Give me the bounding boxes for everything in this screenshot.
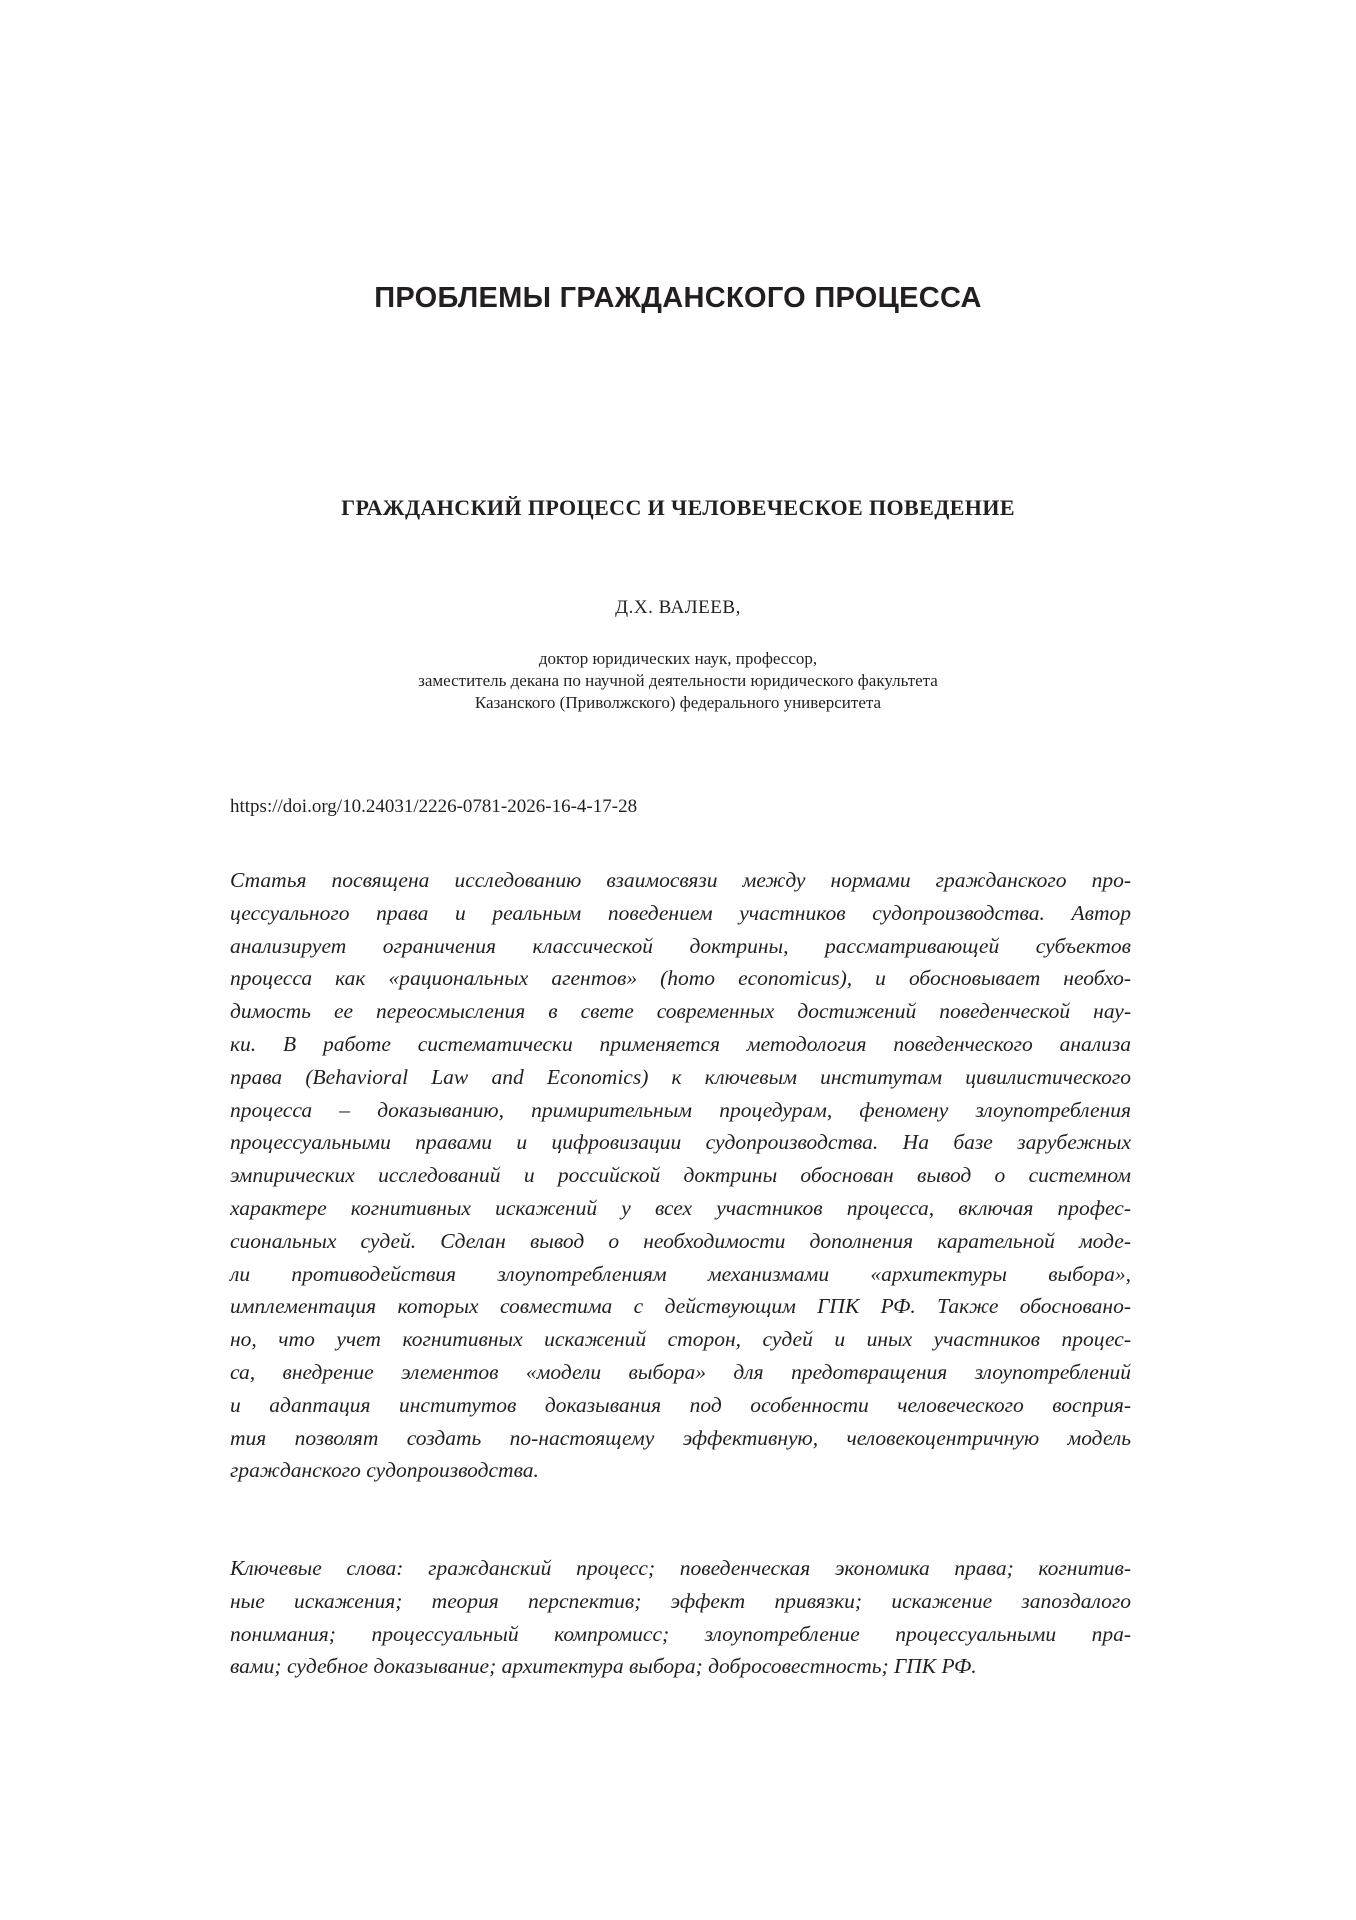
section-heading: ПРОБЛЕМЫ ГРАЖДАНСКОГО ПРОЦЕССА [374,282,982,314]
abstract-line: гражданского судопроизводства. [230,1458,539,1483]
abstract-line: эмпирических исследований и российской доктрины обоснован вывод о системном [230,1163,1131,1188]
keywords-line: вами; судебное доказывание; архитектура выбора; добросовестность; ГПК РФ. [230,1654,977,1679]
keywords [230,1552,1131,1683]
author-name: Д.Х. ВАЛЕЕВ, [615,597,741,618]
abstract-line: имплементация которых совместима с действующим ГПК РФ. Также обосновано- [230,1294,1131,1319]
abstract-line: Статья посвящена исследованию взаимосвязи между нормами гражданского про- [230,868,1131,892]
abstract-line: са, внедрение элементов «модели выбора» для предотвращения злоупотреблений [230,1359,1131,1384]
abstract-line: цессуального права и реальным поведением участников судопроизводства. Автор [230,900,1131,925]
abstract-line: димость ее переосмысления в свете современных достижений поведенческой нау- [230,999,1131,1024]
author-affiliation [0,648,1356,714]
abstract-line: сиональных судей. Сделан вывод о необходимости дополнения карательной моде- [230,1228,1131,1253]
abstract-line: и адаптация институтов доказывания под особенности человеческого восприя- [230,1392,1131,1417]
keywords-line: понимания; процессуальный компромисс; злоупотребление процессуальными пра- [230,1621,1131,1646]
abstract [230,864,1131,1487]
abstract-line: характере когнитивных искажений у всех участников процесса, включая профес- [230,1195,1131,1220]
abstract-line: процесса – доказыванию, примирительным процедурам, феномену злоупотребления [230,1097,1131,1122]
abstract-line: процессуальными правами и цифровизации судопроизводства. На базе зарубежных [230,1130,1131,1155]
article-title: ГРАЖДАНСКИЙ ПРОЦЕСС И ЧЕЛОВЕЧЕСКОЕ ПОВЕДЕНИЕ [341,495,1015,520]
affiliation-line: заместитель декана по научной деятельности юридического факультета [418,671,938,690]
keywords-line: Ключевые слова: гражданский процесс; поведенческая экономика права; когнитив- [230,1556,1131,1580]
affiliation-line: Казанского (Приволжского) федерального университета [474,693,882,712]
abstract-line: процесса как «рациональных агентов» (homo economicus), и обосновывает необхо- [230,966,1131,991]
keywords-line: ные искажения; теория перспектив; эффект привязки; искажение запоздалого [230,1588,1131,1613]
abstract-line: анализирует ограничения классической доктрины, рассматривающей субъектов [230,933,1131,958]
doi-link[interactable]: https://doi.org/10.24031/2226-0781-2026-16-4-17-28 [230,796,638,817]
abstract-line: тия позволят создать по-настоящему эффективную, человекоцентричную модель [230,1425,1131,1450]
abstract-line: права (Behavioral Law and Economics) к ключевым институтам цивилистического [230,1064,1131,1089]
abstract-line: ли противодействия злоупотреблениям механизмами «архитектуры выбора», [230,1261,1131,1286]
affiliation-line: доктор юридических наук, профессор, [538,649,818,668]
abstract-line: ки. В работе систематически применяется методология поведенческого анализа [230,1031,1131,1056]
abstract-line: но, что учет когнитивных искажений сторон, судей и иных участников процес- [230,1327,1131,1352]
